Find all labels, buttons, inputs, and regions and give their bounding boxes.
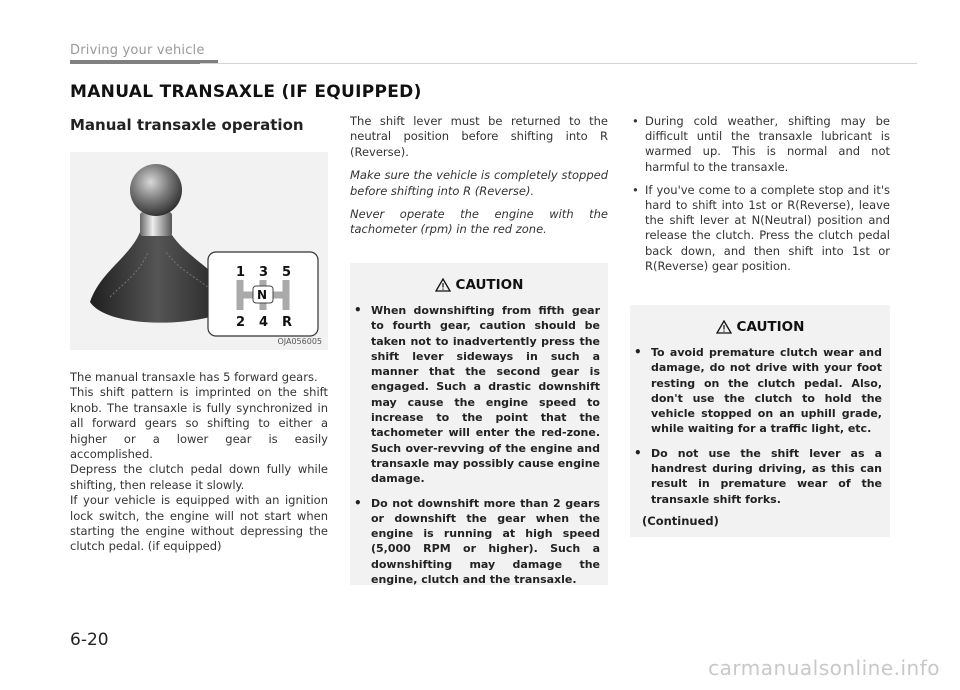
gear-label-3: 3	[259, 265, 269, 280]
gear-label-n: N	[257, 288, 268, 302]
shift-knob-figure	[70, 152, 328, 350]
caution-item: • When downshifting from fifth gear to fourth gear, caution should be taken not to inadvertently press the shift lever sideways in such a manner that the second gear is engaged. Such a drastic downshift may cause the engine speed to increase to the point that the tachometer will enter the red-zone. Such over-revving of the engine and transaxle may possibly cause engine damage.	[350, 303, 600, 487]
paragraph: The shift lever must be returned to the neutral position before shifting into R (Reverse).	[350, 114, 608, 159]
page-title: MANUAL TRANSAXLE (IF EQUIPPED)	[70, 82, 422, 102]
gear-label-1: 1	[236, 265, 246, 280]
running-header: Driving your vehicle	[70, 43, 205, 58]
caution-heading	[350, 277, 608, 293]
gear-label-r: R	[282, 315, 293, 330]
bullet-list	[630, 114, 890, 274]
caution-item: • Do not use the shift lever as a handrest during driving, as this can result in premature wear of the transaxle shift forks.	[630, 446, 882, 507]
middle-column-text	[350, 114, 608, 246]
continued-label: (Continued)	[642, 513, 719, 528]
italic-note: Make sure the vehicle is completely stopped before shifting into R (Reverse).	[350, 168, 608, 198]
right-column-text	[630, 114, 890, 282]
gear-label-5: 5	[282, 265, 292, 280]
figure-code: OJA056005	[277, 337, 322, 346]
caution-box-middle	[350, 263, 608, 585]
header-accent-bar	[70, 60, 218, 64]
gear-label-4: 4	[259, 315, 269, 330]
paragraph: If your vehicle is equipped with an ignition lock switch, the engine will not start when starting the engine without depressing the clutch pedal. (if equipped)	[70, 493, 328, 554]
bullet-item: • During cold weather, shifting may be difficult until the transaxle lubricant is warmed up. This is normal and not harmful to the transaxle.	[630, 114, 890, 175]
paragraph: The manual transaxle has 5 forward gears.	[70, 370, 318, 384]
caution-heading	[630, 319, 890, 335]
gear-shift-illustration	[70, 152, 328, 350]
warning-triangle-icon	[716, 320, 732, 334]
paragraph: Depress the clutch pedal down fully while shifting, then release it slowly.	[70, 462, 328, 492]
watermark: carmanualsonline.info	[708, 656, 940, 680]
caution-list	[630, 345, 890, 507]
italic-note: Never operate the engine with the tachometer (rpm) in the red zone.	[350, 207, 608, 237]
caution-item: • Do not downshift more than 2 gears or downshift the gear when the engine is running at high speed (5,000 RPM or higher). Such a downshifting may damage the engine, clutch and the transaxle.	[350, 496, 600, 588]
paragraph: This shift pattern is imprinted on the shift knob. The transaxle is fully synchronized in all forward gears so shifting to either a higher or a lower gear is easily accomplished.	[70, 385, 328, 462]
warning-notes	[350, 168, 608, 238]
warning-triangle-icon	[435, 278, 451, 292]
caution-box-right	[630, 305, 890, 537]
caution-item: • To avoid premature clutch wear and damage, do not drive with your foot resting on the clutch pedal. Also, don't use the clutch to hold the vehicle stopped on an uphill grade, while waiting for a traffic light, etc.	[630, 345, 882, 437]
caution-title: CAUTION	[455, 277, 524, 293]
section-title: Manual transaxle operation	[70, 116, 304, 134]
gear-label-2: 2	[236, 315, 246, 330]
page-number: 6-20	[70, 630, 109, 650]
caution-list	[350, 303, 608, 587]
left-column-text	[70, 370, 328, 555]
caution-title: CAUTION	[736, 319, 805, 335]
header-divider	[200, 63, 917, 64]
bullet-item: • If you've come to a complete stop and it's hard to shift into 1st or R(Reverse), leave the shift lever at N(Neutral) position and release the clutch. Press the clutch pedal back down, and then shift into 1st or R(Reverse) gear position.	[630, 183, 890, 274]
